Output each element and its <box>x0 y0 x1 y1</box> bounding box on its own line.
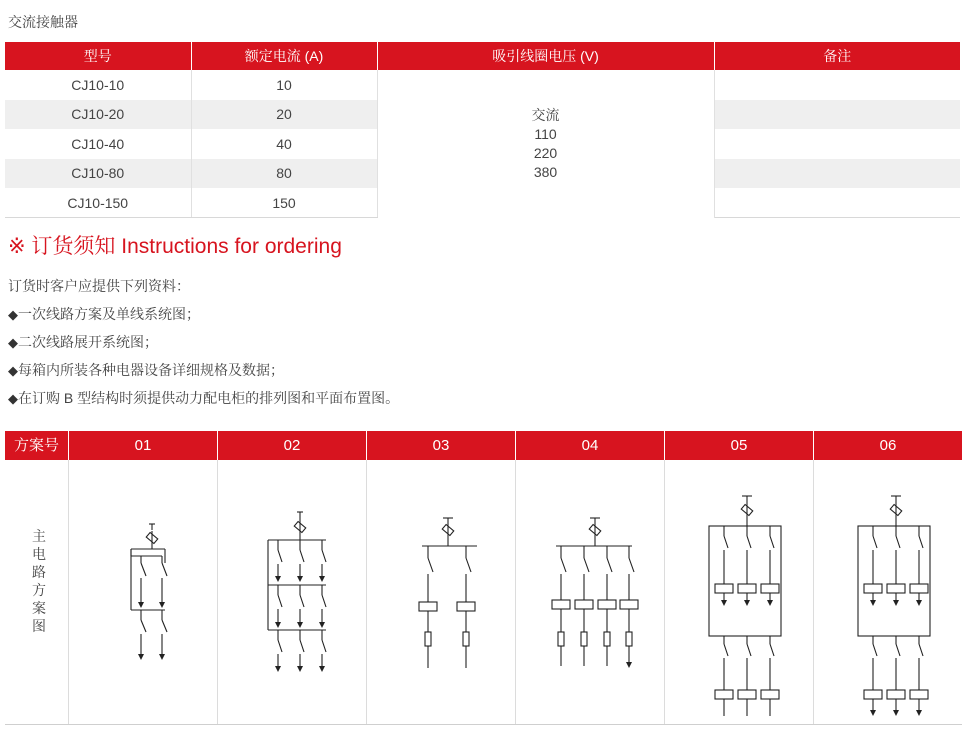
cell-current: 150 <box>191 188 377 218</box>
cell-model: CJ10-40 <box>5 129 191 159</box>
scheme-table <box>5 431 962 725</box>
table-row <box>5 70 960 100</box>
cell-model: CJ10-150 <box>5 188 191 218</box>
header-current: 额定电流 (A) <box>191 42 377 70</box>
scheme-number: 04 <box>516 431 664 460</box>
cell-current: 20 <box>191 100 377 130</box>
cell-remark <box>714 159 960 189</box>
header-voltage: 吸引线圈电压 (V) <box>377 42 714 70</box>
scheme-number: 06 <box>814 431 962 460</box>
list-item-text: 二次线路展开系统图； <box>18 334 158 350</box>
row-label-char: 电 <box>32 546 46 562</box>
ordering-list <box>8 300 399 412</box>
diamond-bullet-icon: ◆ <box>8 335 18 350</box>
list-item-text: 每箱内所装各种电器设备详细规格及数据； <box>18 362 284 378</box>
scheme-number: 02 <box>218 431 366 460</box>
cell-remark <box>714 70 960 100</box>
row-label-char: 图 <box>32 618 46 634</box>
list-item <box>8 356 399 384</box>
diamond-bullet-icon: ◆ <box>8 391 18 406</box>
cell-model: CJ10-10 <box>5 70 191 100</box>
cell-current: 80 <box>191 159 377 189</box>
circuit-diagram-04 <box>516 460 664 725</box>
row-label-char: 方 <box>32 582 46 598</box>
header-remark: 备注 <box>714 42 960 70</box>
cell-current: 10 <box>191 70 377 100</box>
cell-current: 40 <box>191 129 377 159</box>
scheme-header-label: 方案号 <box>5 431 68 460</box>
scheme-number: 05 <box>665 431 813 460</box>
circuit-diagram-05 <box>665 460 813 725</box>
cell-remark <box>714 188 960 218</box>
cell-remark <box>714 100 960 130</box>
scheme-number: 01 <box>69 431 217 460</box>
diamond-bullet-icon: ◆ <box>8 363 18 378</box>
row-label-char: 案 <box>32 600 46 616</box>
header-model: 型号 <box>5 42 191 70</box>
list-item <box>8 384 399 412</box>
row-label <box>31 527 47 635</box>
voltage-line: 380 <box>533 163 558 180</box>
list-item <box>8 300 399 328</box>
circuit-diagram-02 <box>218 460 366 725</box>
cell-model: CJ10-80 <box>5 159 191 189</box>
circuit-diagram-01 <box>69 460 217 725</box>
list-item <box>8 328 399 356</box>
circuit-diagram-03 <box>367 460 515 725</box>
contactor-table <box>5 42 960 218</box>
ordering-title: ※ 订货须知 Instructions for ordering <box>8 235 342 258</box>
list-item-text: 一次线路方案及单线系统图； <box>18 306 200 322</box>
voltage-line: 110 <box>534 125 557 142</box>
voltage-line: 220 <box>533 144 558 161</box>
circuit-diagram-06 <box>814 460 962 725</box>
section-title: 交流接触器 <box>8 14 78 30</box>
ordering-intro: 订货时客户应提供下列资料： <box>8 278 190 294</box>
table-header-row <box>5 42 960 70</box>
cell-model: CJ10-20 <box>5 100 191 130</box>
cell-remark <box>714 129 960 159</box>
list-item-text: 在订购 B 型结构时须提供动力配电柜的排列图和平面布置图。 <box>18 390 400 406</box>
row-label-char: 主 <box>32 528 46 544</box>
cell-voltage <box>377 70 714 218</box>
voltage-line: 交流 <box>531 106 560 123</box>
scheme-number: 03 <box>367 431 515 460</box>
diamond-bullet-icon: ◆ <box>8 307 18 322</box>
row-label-char: 路 <box>32 564 46 580</box>
